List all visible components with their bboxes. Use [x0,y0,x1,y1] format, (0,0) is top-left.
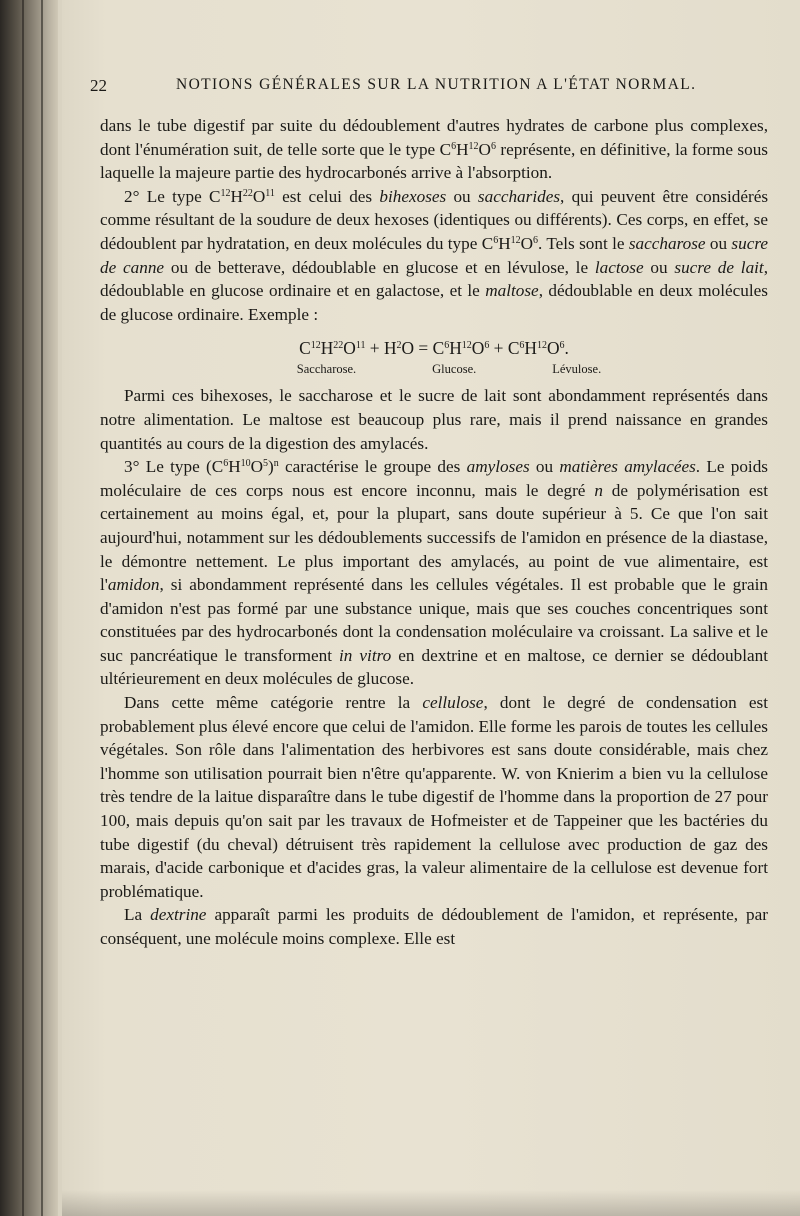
page-number: 22 [90,76,107,95]
label-saccharose: Saccharose. [296,362,357,377]
label-levulose: Lévulose. [552,362,602,377]
running-title: NOTIONS GÉNÉRALES SUR LA NUTRITION A L'ÉTAT NORMAL. [176,76,697,93]
page-bottom-shadow [62,1190,800,1216]
paragraph-1: dans le tube digestif par suite du dédoublement d'autres hydrates de carbone plus complexes, dont l'énumération suit, de telle sorte que le type $C^6H^{12}O^6$ représente, en définitive, la forme sous laquelle la majeure partie des hydrocarbonés arrive à l'absorption. [100,116,768,183]
chemical-equation [100,336,768,378]
equation-formula: $C^{12}H^{22}O^{11} + H^2O = C^6H^{12}O^6 + C^6H^{12}O^6$. [299,338,569,359]
binding-edge-line [22,0,24,1216]
paragraph-2: 2° Le type $C^{12}H^{22}O^{11}$ est celui des bihexoses ou saccharides, qui peuvent être considérés comme résultant de la soudure de deux hexoses (identiques ou différents). Ces corps, en effet, se dédoublent par hydratation, en deux molécules du type $C^6H^{12}O^6$. Tels sont le saccharose ou sucre de canne ou de betterave, dédoublable en glucose et en lévulose, le lactose ou sucre de lait, dédoublable en glucose ordinaire et en galactose, et le maltose, dédoublable en deux molécules de glucose ordinaire. Exemple : [100,186,769,324]
binding-edge-line [41,0,43,1216]
page-header [64,76,734,100]
paragraph-3: Parmi ces bihexoses, le saccharose et le sucre de lait sont abondamment représentés dans notre alimentation. Le maltose est beaucoup plus rare, mais il prend naissance en grandes quantités au cours de la digestion des amylacés. [100,386,768,453]
body-text [100,114,768,951]
book-binding [0,0,58,1216]
label-glucose: Glucose. [432,362,477,377]
paragraph-6: La dextrine apparaît parmi les produits de dédoublement de l'amidon, et représente, par conséquent, une molécule moins complexe. Elle est [100,905,768,948]
equation-labels [130,360,768,378]
paragraph-4: 3° Le type $(C^6H^{10}O^5)^n$ caractérise le groupe des amyloses ou matières amylacées. Le poids moléculaire de ces corps nous est encore inconnu, mais le degré n de polymérisation est certainement au moins égal, et, pour la plupart, sans doute supérieur à 5. Ce que l'on sait aujourd'hui, notamment sur les dédoublements successifs de l'amidon en présence de la diastase, le démontre nettement. Le plus important des amylacés, au point de vue alimentaire, est l'amidon, si abondamment représenté dans les cellules végétales. Il est probable que le grain d'amidon n'est pas formé par une substance unique, mais que ses couches concentriques sont constituées par des hydrocarbonés dont la condensation moléculaire va croissant. La salive et le suc pancréatique le transforment in vitro en dextrine et en maltose, ce dernier se dédoublant ultérieurement en deux molécules de glucose. [100,457,768,689]
paragraph-5: Dans cette même catégorie rentre la cellulose, dont le degré de condensation est probablement plus élevé encore que celui de l'amidon. Elle forme les parois de toutes les cellules végétales. Son rôle dans l'alimentation des herbivores est sans doute considérable, mais chez l'homme son utilisation pourrait bien n'être qu'apparente. W. von Knierim a bien vu la cellulose très tendre de la laitue disparaître dans le tube digestif de l'homme dans la proportion de 27 pour 100, mais depuis qu'on sait par les travaux de Hofmeister et de Tappeiner que les bactéries du tube digestif (du cheval) détruisent très rapidement la cellulose avec production de gaz des marais, d'acide carbonique et d'acides gras, la valeur alimentaire de la cellulose est devenue fort problématique. [100,693,768,901]
